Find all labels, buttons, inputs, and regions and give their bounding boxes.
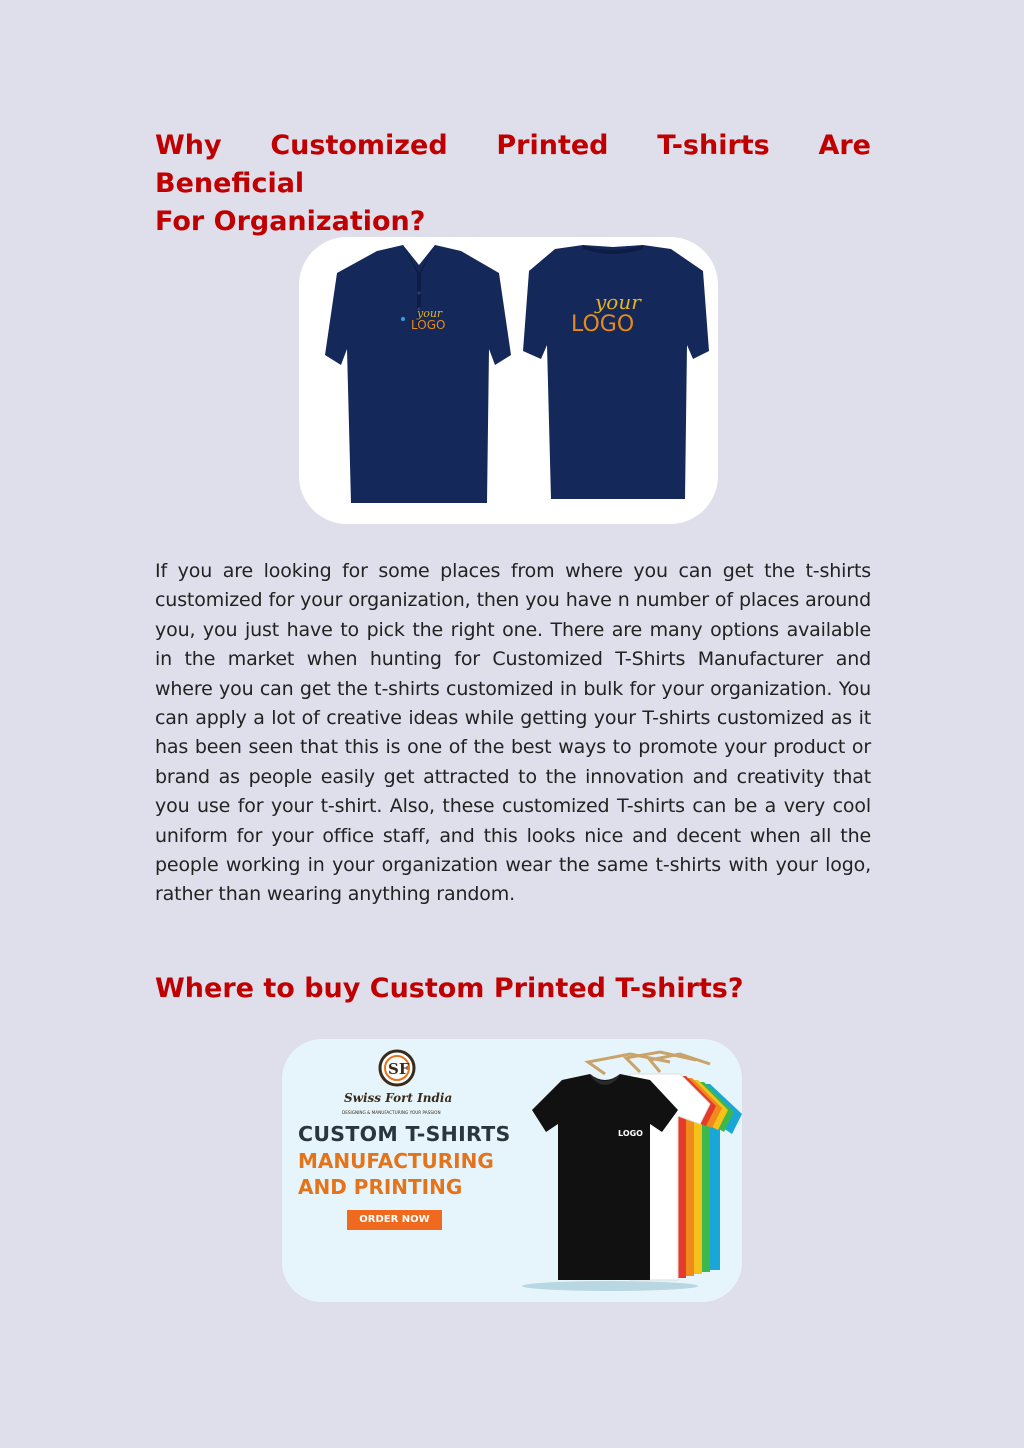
front-logo-text: LOGO — [411, 318, 446, 332]
front-polo-shirt — [325, 245, 511, 503]
svg-text:SF: SF — [388, 1060, 410, 1078]
heading-line-1: Why Customized Printed T-shirts Are Beneficial — [155, 130, 871, 199]
back-polo-shirt — [523, 245, 709, 499]
banner-subtitle-2: AND PRINTING — [298, 1175, 463, 1199]
brand-name: Swiss Fort India — [344, 1091, 453, 1105]
section-heading-benefits — [155, 127, 871, 241]
back-logo-your: your — [595, 290, 641, 314]
front-logo-your: your — [417, 307, 443, 320]
section-heading-where-to-buy: Where to buy Custom Printed T-shirts? — [155, 973, 744, 1004]
banner-title: CUSTOM T-SHIRTS — [298, 1122, 511, 1146]
polo-shirts-image — [299, 237, 718, 524]
swiss-fort-india-logo — [340, 1046, 460, 1122]
shirt-logo-text: LOGO — [618, 1129, 643, 1138]
order-now-button[interactable]: ORDER NOW — [347, 1210, 442, 1230]
heading-line-2: For Organization? — [155, 206, 426, 237]
body-paragraph: If you are looking for some places from where you can get the t-shirts customized for your organization, then you have n number of places around you, you just have to pick the right one. There are many options available in the market when hunting for Customized T-Shirts Manufacturer and where you can get the t-shirts customized in bulk for your organization. You can apply a lot of creative ideas while getting your T-shirts customized as it has been seen that this is one of the best ways to promote your product or brand as people easily get attracted to the innovation and creativity that you use for your t-shirt. Also, these customized T-shirts can be a very cool uniform for your office staff, and this looks nice and decent when all the people working in your organization wear the same t-shirts with your logo, rather than wearing anything random. — [155, 560, 871, 906]
brand-tagline: DESIGNING & MANUFACTURING YOUR PASSION — [342, 1110, 441, 1115]
tshirt-stack-image — [510, 1044, 745, 1294]
banner-subtitle-1: MANUFACTURING — [298, 1149, 494, 1173]
back-logo-text: LOGO — [571, 312, 635, 337]
